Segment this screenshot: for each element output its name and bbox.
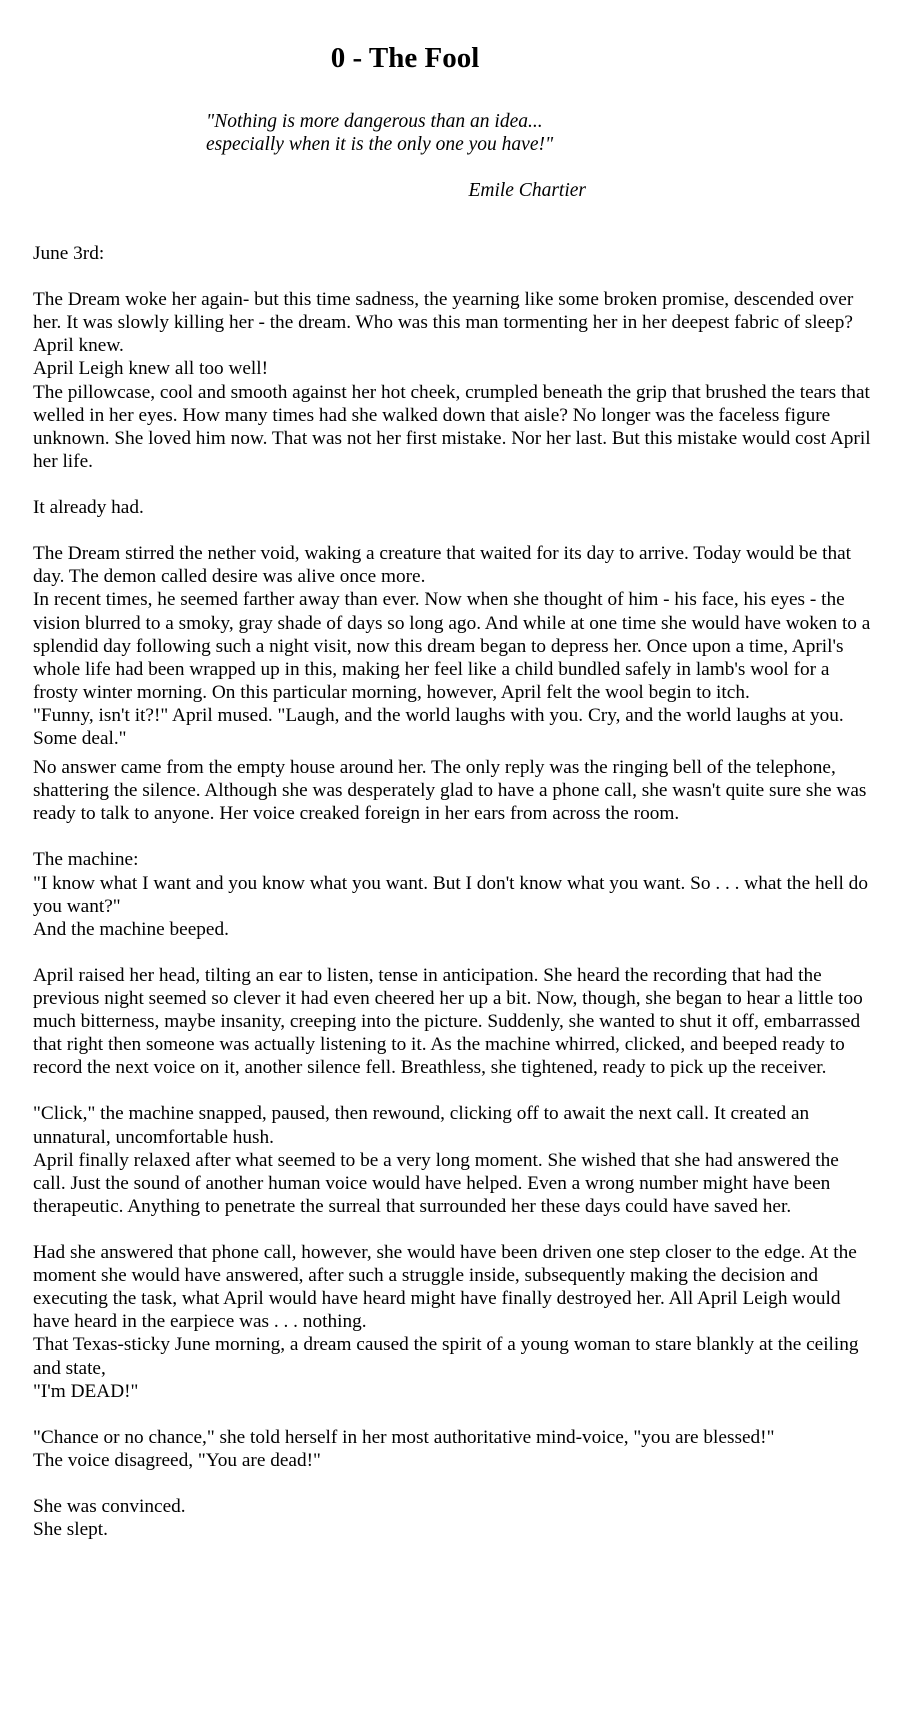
epigraph-line-1: "Nothing is more dangerous than an idea... [206,111,543,132]
paragraph: And the machine beeped. [33,918,229,940]
paragraph: No answer came from the empty house around her. The only reply was the ringing bell of the telephone, shattering the silence. Although she was desperately glad to have a phone call, she wasn't quite sure she was ready to talk to anyone. Her voice creaked foreign in her ears from across the room. [33,757,867,825]
date-heading: June 3rd: [33,243,105,264]
epigraph-line-2: especially when it is the only one you have!" [206,134,554,155]
paragraph: "Click," the machine snapped, paused, then rewound, clicking off to await the next call. It created an unnatural, uncomfortable hush. [33,1103,810,1148]
paragraph: "Funny, isn't it?!" April mused. "Laugh, and the world laughs with you. Cry, and the world laughs at you. Some deal." [33,704,844,749]
paragraph: The voice disagreed, "You are dead!" [33,1449,321,1471]
paragraph: "I'm DEAD!" [33,1380,139,1402]
paragraph: That Texas-sticky June morning, a dream caused the spirit of a young woman to stare blankly at the ceiling and state, [33,1334,859,1379]
paragraph: April Leigh knew all too well! [33,358,269,380]
story-body [33,242,873,1541]
paragraph: April raised her head, tilting an ear to listen, tense in anticipation. She heard the recording that had the previous night seemed so clever it had even cheered her up a bit. Now, though, she began to hear a little too much bitterness, maybe insanity, creeping into the picture. Suddenly, she wanted to shut it off, embarrassed that right then someone was actually listening to it. As the machine whirred, clicked, and beeped ready to record the next voice on it, another silence fell. Breathless, she tightened, ready to pick up the receiver. [33,964,863,1079]
paragraph: "I know what I want and you know what you want. But I don't know what you want. So . . . what the hell do you want?" [33,872,868,917]
paragraph: In recent times, he seemed farther away than ever. Now when she thought of him - his face, his eyes - the vision blurred to a smoky, gray shade of days so long ago. And while at one time she would have woken to a splendid day following such a night visit, now this dream began to depress her. Once upon a time, April's whole life had been wrapped up in this, making her feel like a child bundled safely in lamb's wool for a frosty winter morning. On this particular morning, however, April felt the wool begin to itch. [33,589,871,703]
paragraph: Had she answered that phone call, however, she would have been driven one step closer to the edge. At the moment she would have answered, after such a struggle inside, subsequently making the decision and executing the task, what April would have heard might have finally destroyed her. All April Leigh would have heard in the earpiece was . . . nothing. [33,1242,857,1333]
epigraph-quote [206,110,766,156]
paragraph: She slept. [33,1519,108,1541]
paragraph: "Chance or no chance," she told herself in her most authoritative mind-voice, "you are blessed!" [33,1426,775,1448]
paragraph: The Dream woke her again- but this time sadness, the yearning like some broken promise, descended over her. It was slowly killing her - the dream. Who was this man tormenting her in her deepest fabric of sleep? April knew. [33,289,854,357]
chapter-title: 0 - The Fool [330,42,480,74]
paragraph: The pillowcase, cool and smooth against her hot cheek, crumpled beneath the grip that brushed the tears that welled in her eyes. How many times had she walked down that aisle? No longer was the faceless figure unknown. She loved him now. That was not her first mistake. Nor her last. But this mistake would cost April her life. [33,381,871,472]
paragraph: She was convinced. [33,1496,186,1518]
paragraph: April finally relaxed after what seemed to be a very long moment. She wished that she had answered the call. Just the sound of another human voice would have helped. Even a wrong number might have been therapeutic. Anything to penetrate the surreal that surrounded her these days could have saved her. [33,1149,839,1217]
paragraph: It already had. [33,497,144,519]
epigraph-attribution: Emile Chartier [468,180,586,201]
paragraph: The Dream stirred the nether void, waking a creature that waited for its day to arrive. Today would be that day. The demon called desire was alive once more. [33,543,851,588]
paragraph: The machine: [33,849,139,871]
